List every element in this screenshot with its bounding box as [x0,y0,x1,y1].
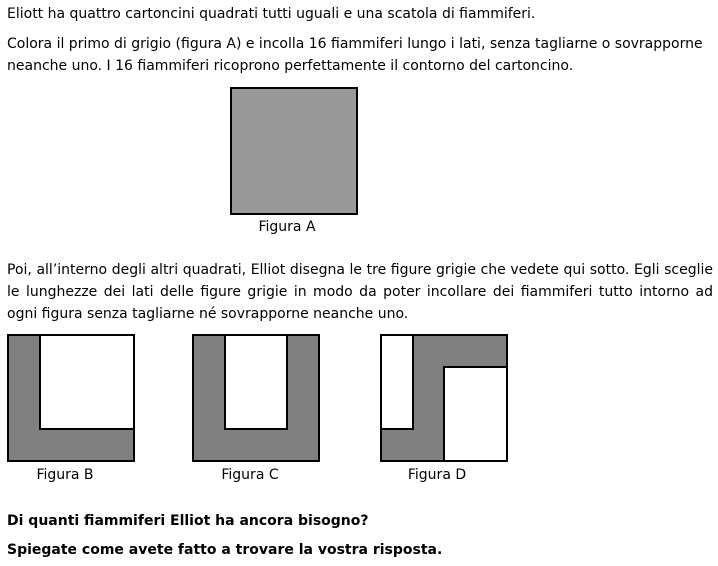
figure-d-white-left-region [381,335,413,429]
intro-text: Eliott ha quattro cartoncini quadrati tutti uguali e una scatola di fiammiferi. [7,6,536,22]
figure-c-caption: Figura C [221,467,279,483]
instruction-text: Spiegate come avete fatto a trovare la vostra risposta. [7,542,443,558]
figure-a-caption: Figura A [258,219,316,235]
figure-c [192,334,321,463]
figure-a [230,87,359,215]
figure-a-description: Colora il primo di grigio (figura A) e incolla 16 fiammiferi lungo i lati, senza tagliarne o sovrapporne neanche uno. I 16 fiammiferi ricoprono perfettamente il contorno del cartoncino. [7,36,703,74]
figure-a-square [231,88,357,214]
figures-description: Poi, all’interno degli altri quadrati, Elliot disegna le tre figure grigie che vedete qui sotto. Egli sceglie le lunghezze dei lati delle figure grigie in modo da poter incollare dei fiammiferi tutto intorno ad ogni figura senza tagliarne né sovrapporne neanche uno. [7,262,713,322]
question-text: Di quanti fiammiferi Elliot ha ancora bisogno? [7,513,369,529]
figure-b-caption: Figura B [36,467,94,483]
figure-d [380,334,509,463]
figure-c-white-region [225,335,287,429]
figure-d-white-bottom-right-region [444,367,507,461]
figure-b [7,334,136,463]
figure-d-caption: Figura D [407,467,467,483]
figure-b-white-region [40,335,134,429]
